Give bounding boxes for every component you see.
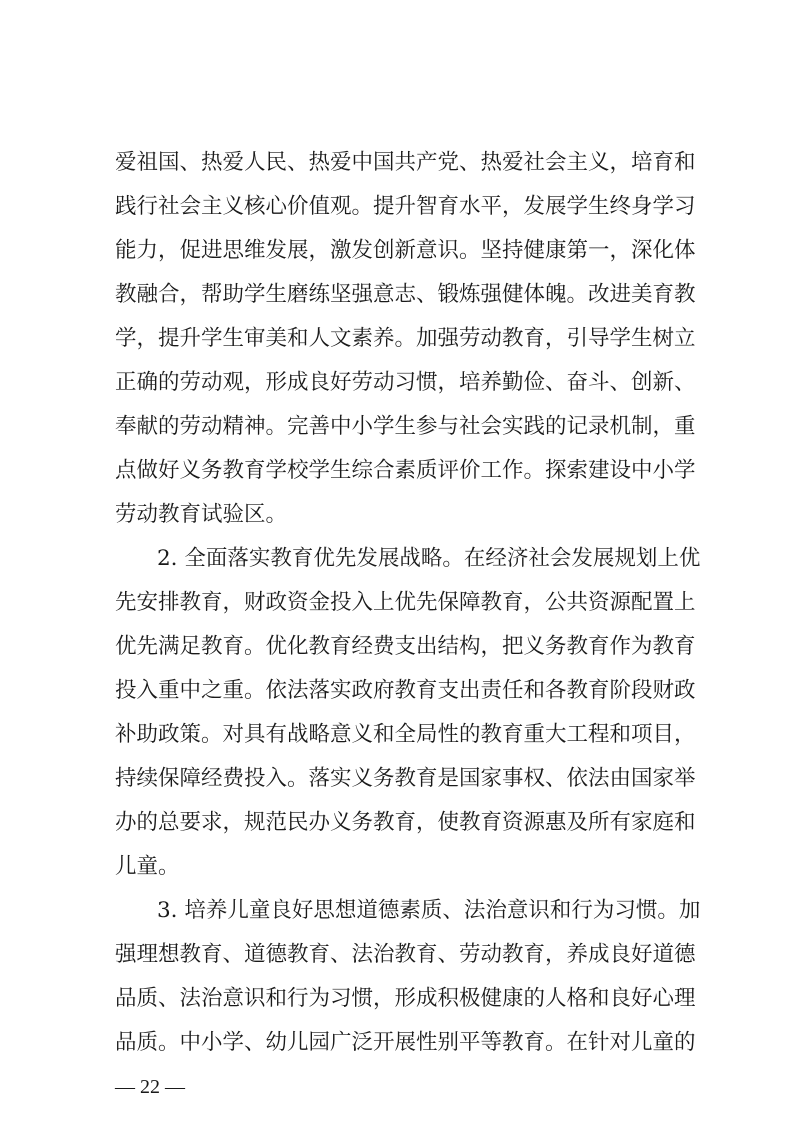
page-number: — 22 — (115, 1076, 185, 1098)
text-line: 劳动教育试验区。 (115, 502, 288, 527)
paragraph-2-first-line: 2. 全面落实教育优先发展战略。在经济社会发展规划上优 (157, 546, 701, 571)
text-line: 办的总要求，规范民办义务教育，使教育资源惠及所有家庭和 (115, 810, 696, 835)
paragraph-3-first-line: 3. 培养儿童良好思想道德素质、法治意识和行为习惯。加 (157, 898, 701, 923)
text-line: 学，提升学生审美和人文素养。加强劳动教育，引导学生树立 (115, 326, 696, 351)
text-line: 践行社会主义核心价值观。提升智育水平，发展学生终身学习 (115, 194, 696, 219)
text-line: 品质。中小学、幼儿园广泛开展性别平等教育。在针对儿童的 (115, 1030, 696, 1055)
text-line: 品质、法治意识和行为习惯，形成积极健康的人格和良好心理 (115, 986, 696, 1011)
text-line: 持续保障经费投入。落实义务教育是国家事权、依法由国家举 (115, 766, 696, 791)
text-line: 爱祖国、热爱人民、热爱中国共产党、热爱社会主义，培育和 (115, 150, 696, 175)
text-line: 投入重中之重。依法落实政府教育支出责任和各教育阶段财政 (115, 678, 696, 703)
text-line: 教融合，帮助学生磨练坚强意志、锻炼强健体魄。改进美育教 (115, 282, 696, 307)
text-line: 能力，促进思维发展，激发创新意识。坚持健康第一，深化体 (115, 238, 696, 263)
text-line: 点做好义务教育学校学生综合素质评价工作。探索建设中小学 (115, 458, 696, 483)
text-line: 先安排教育，财政资金投入上优先保障教育，公共资源配置上 (115, 590, 696, 615)
text-line: 儿童。 (115, 854, 180, 879)
text-line: 奉献的劳动精神。完善中小学生参与社会实践的记录机制，重 (115, 414, 696, 439)
text-line: 强理想教育、道德教育、法治教育、劳动教育，养成良好道德 (115, 942, 696, 967)
text-line: 补助政策。对具有战略意义和全局性的教育重大工程和项目， (115, 722, 696, 747)
text-line: 优先满足教育。优化教育经费支出结构，把义务教育作为教育 (115, 634, 696, 659)
text-line: 正确的劳动观，形成良好劳动习惯，培养勤俭、奋斗、创新、 (115, 370, 696, 395)
